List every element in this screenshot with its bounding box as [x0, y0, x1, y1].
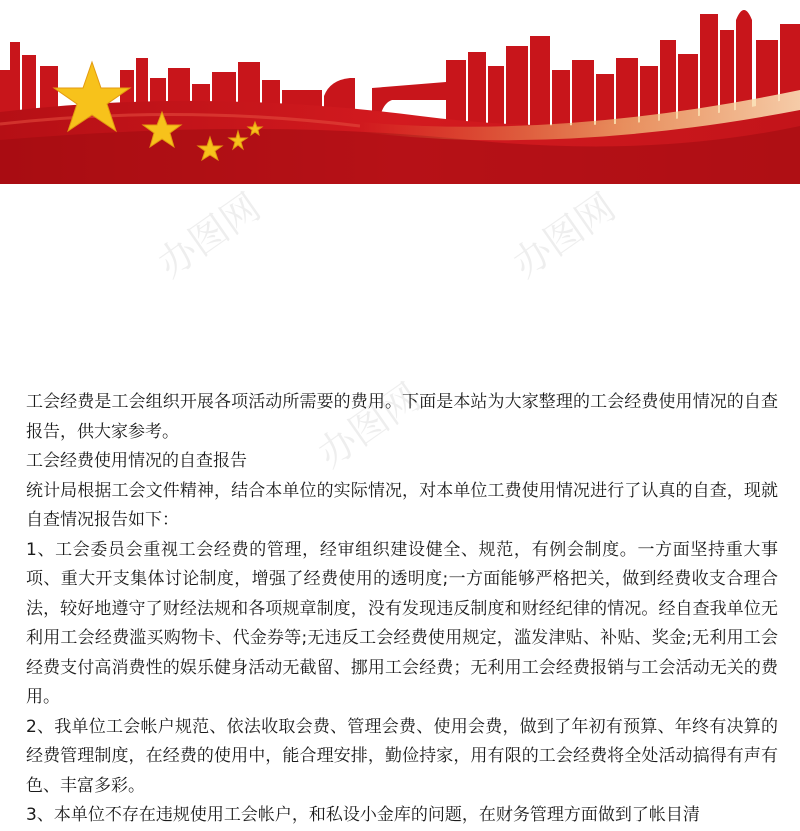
header-banner — [0, 0, 800, 184]
watermark: 办图网 — [504, 184, 624, 287]
report-item-3: 3、本单位不存在违规使用工会帐户，和私设小金库的问题，在财务管理方面做到了帐目清 — [26, 805, 700, 825]
watermark: 办图网 — [149, 184, 269, 287]
report-item-2: 2、我单位工会帐户规范、依法收取会费、管理会费、使用会费，做到了年初有预算、年终有决算的经费管理制度，在经费的使用中，能合理安排，勤俭持家，用有限的工会经费将全处活动搞得有声有色、丰富多彩。 — [26, 716, 778, 796]
document-body — [26, 388, 778, 831]
preface-paragraph: 统计局根据工会文件精神，结合本单位的实际情况，对本单位工费使用情况进行了认真的自查，现就自查情况报告如下： — [26, 480, 778, 530]
report-title: 工会经费使用情况的自查报告 — [26, 451, 247, 471]
watermark: 办图网 — [309, 374, 429, 477]
intro-paragraph: 工会经费是工会组织开展各项活动所需要的费用。下面是本站为大家整理的工会经费使用情况的自查报告，供大家参考。 — [26, 392, 778, 442]
city-skyline-banner-graphic — [0, 0, 800, 184]
report-item-1: 1、工会委员会重视工会经费的管理，经审组织建设健全、规范，有例会制度。一方面坚持重大事项、重大开支集体讨论制度，增强了经费使用的透明度;一方面能够严格把关，做到经费收支合理合法，较好地遵守了财经法规和各项规章制度，没有发现违反制度和财经纪律的情况。经自查我单位无利用工会经费滥买购物卡、代金券等;无违反工会经费使用规定，滥发津贴、补贴、奖金;无利用工会经费支付高消费性的娱乐健身活动无截留、挪用工会经费；无利用工会经费报销与工会活动无关的费用。 — [26, 539, 778, 707]
